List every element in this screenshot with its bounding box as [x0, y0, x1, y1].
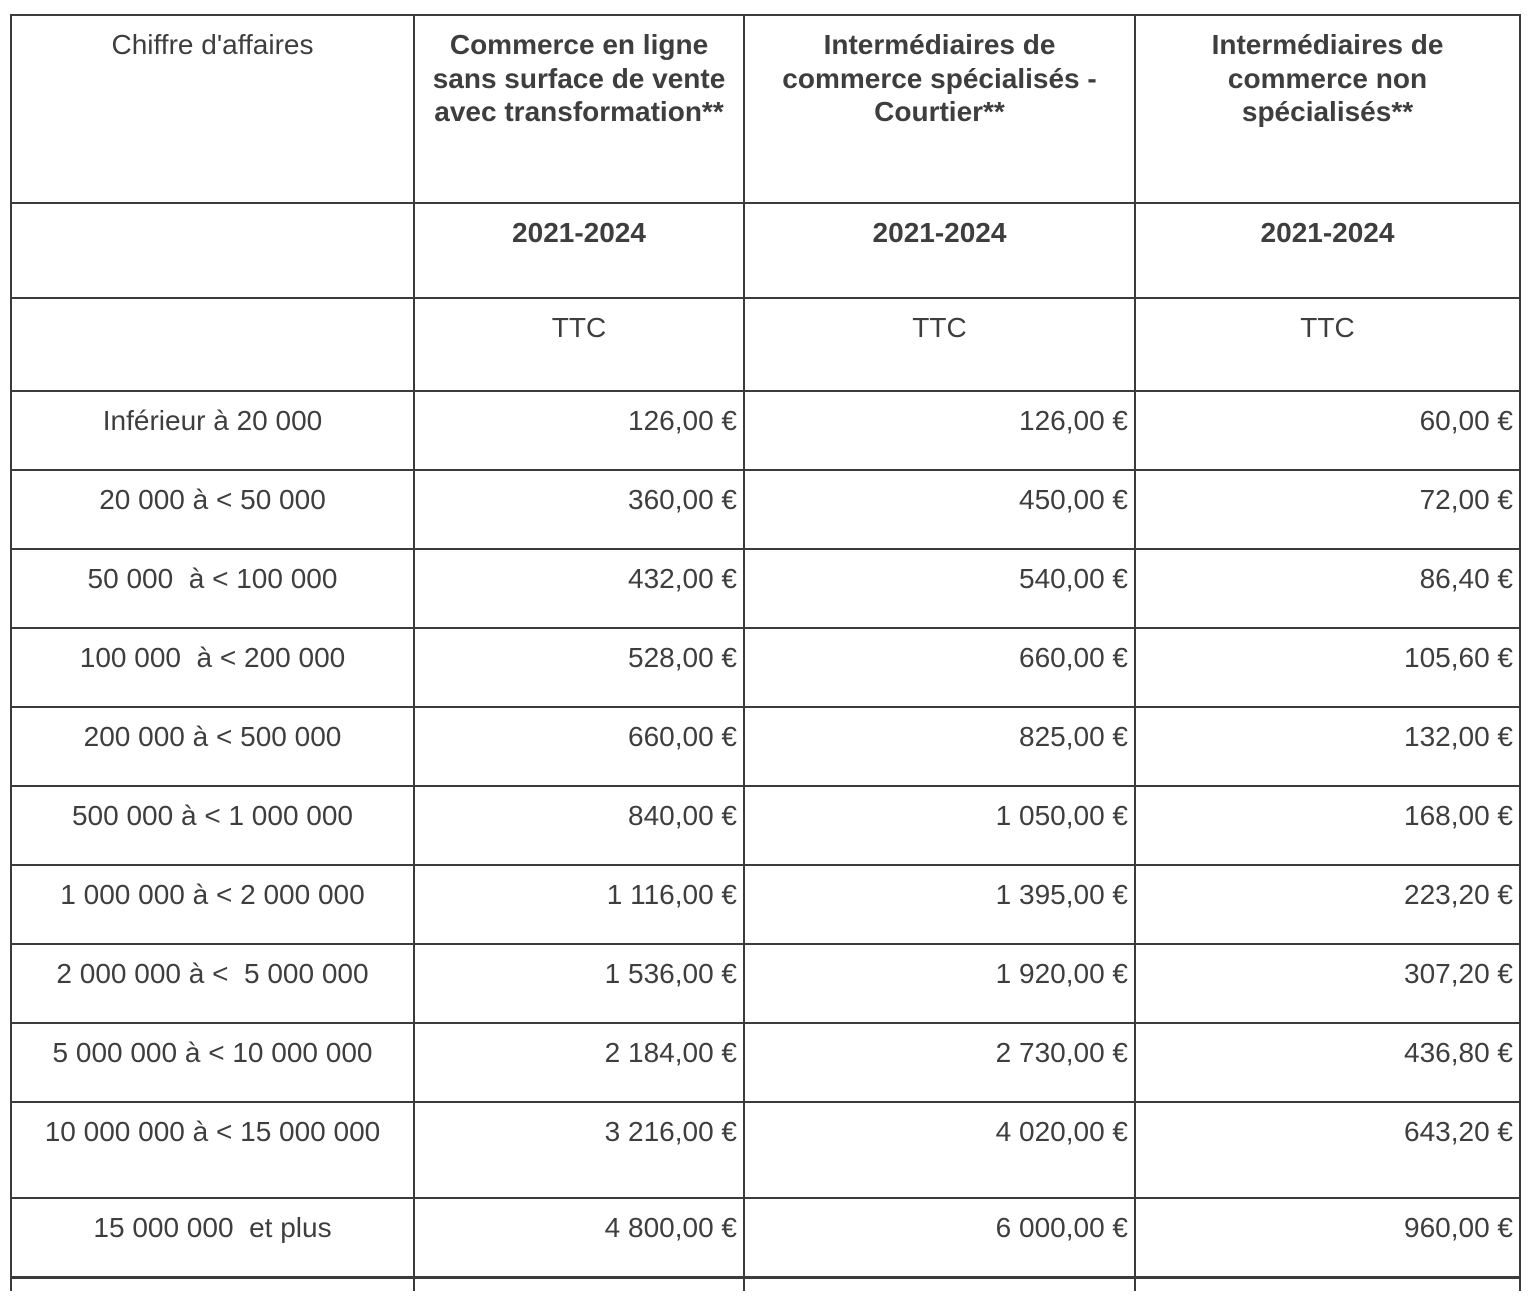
value-cell: 1 920,00 € [744, 944, 1135, 1023]
partial-cell [414, 1277, 744, 1291]
table-row [11, 944, 1520, 1023]
row-label-cell: 100 000 à < 200 000 [11, 628, 414, 707]
value-cell: 432,00 € [414, 549, 744, 628]
header-row-period [11, 203, 1520, 298]
row-label-cell: Inférieur à 20 000 [11, 391, 414, 470]
value-cell: 450,00 € [744, 470, 1135, 549]
value-cell: 825,00 € [744, 707, 1135, 786]
value-cell: 105,60 € [1135, 628, 1520, 707]
partial-cell [11, 1277, 414, 1291]
row-label-cell: 15 000 000 et plus [11, 1198, 414, 1277]
partial-cell [1135, 1277, 1520, 1291]
table-row [11, 786, 1520, 865]
value-cell: 360,00 € [414, 470, 744, 549]
value-cell: 643,20 € [1135, 1102, 1520, 1198]
fee-table-container [10, 14, 1521, 1291]
value-cell: 1 050,00 € [744, 786, 1135, 865]
row-label-cell: 200 000 à < 500 000 [11, 707, 414, 786]
value-cell: 2 184,00 € [414, 1023, 744, 1102]
row-label-cell: 5 000 000 à < 10 000 000 [11, 1023, 414, 1102]
table-row [11, 628, 1520, 707]
table-row [11, 1198, 1520, 1277]
row-label-cell: 20 000 à < 50 000 [11, 470, 414, 549]
row-label-cell: 10 000 000 à < 15 000 000 [11, 1102, 414, 1198]
col-header-intermediaires-non-specialises: Intermédiaires de commerce non spécialisés** [1135, 15, 1520, 203]
value-cell: 4 800,00 € [414, 1198, 744, 1277]
value-cell: 660,00 € [414, 707, 744, 786]
period-cell: 2021-2024 [414, 203, 744, 298]
value-cell: 3 216,00 € [414, 1102, 744, 1198]
tax-cell: TTC [414, 298, 744, 391]
header-row-tax [11, 298, 1520, 391]
value-cell: 1 116,00 € [414, 865, 744, 944]
tax-cell: TTC [744, 298, 1135, 391]
value-cell: 168,00 € [1135, 786, 1520, 865]
period-cell: 2021-2024 [744, 203, 1135, 298]
header-row-titles [11, 15, 1520, 203]
table-row [11, 1023, 1520, 1102]
table-row [11, 391, 1520, 470]
tax-empty-cell [11, 298, 414, 391]
row-label-cell: 1 000 000 à < 2 000 000 [11, 865, 414, 944]
value-cell: 960,00 € [1135, 1198, 1520, 1277]
value-cell: 540,00 € [744, 549, 1135, 628]
value-cell: 126,00 € [414, 391, 744, 470]
value-cell: 660,00 € [744, 628, 1135, 707]
col-header-chiffre-affaires: Chiffre d'affaires [11, 15, 414, 203]
table-row [11, 707, 1520, 786]
row-label-cell: 2 000 000 à < 5 000 000 [11, 944, 414, 1023]
value-cell: 223,20 € [1135, 865, 1520, 944]
value-cell: 86,40 € [1135, 549, 1520, 628]
tax-cell: TTC [1135, 298, 1520, 391]
fee-table [10, 14, 1521, 1291]
table-row [11, 1102, 1520, 1198]
value-cell: 4 020,00 € [744, 1102, 1135, 1198]
value-cell: 132,00 € [1135, 707, 1520, 786]
period-cell: 2021-2024 [1135, 203, 1520, 298]
partial-cell [744, 1277, 1135, 1291]
table-row [11, 865, 1520, 944]
value-cell: 307,20 € [1135, 944, 1520, 1023]
value-cell: 840,00 € [414, 786, 744, 865]
table-row [11, 470, 1520, 549]
row-label-cell: 50 000 à < 100 000 [11, 549, 414, 628]
value-cell: 1 536,00 € [414, 944, 744, 1023]
col-header-commerce-en-ligne: Commerce en ligne sans surface de vente avec transformation** [414, 15, 744, 203]
value-cell: 60,00 € [1135, 391, 1520, 470]
period-empty-cell [11, 203, 414, 298]
col-header-intermediaires-specialises: Intermédiaires de commerce spécialisés - Courtier** [744, 15, 1135, 203]
value-cell: 126,00 € [744, 391, 1135, 470]
row-label-cell: 500 000 à < 1 000 000 [11, 786, 414, 865]
value-cell: 72,00 € [1135, 470, 1520, 549]
table-row [11, 549, 1520, 628]
value-cell: 1 395,00 € [744, 865, 1135, 944]
value-cell: 2 730,00 € [744, 1023, 1135, 1102]
value-cell: 6 000,00 € [744, 1198, 1135, 1277]
value-cell: 436,80 € [1135, 1023, 1520, 1102]
table-row-partial [11, 1277, 1520, 1291]
value-cell: 528,00 € [414, 628, 744, 707]
